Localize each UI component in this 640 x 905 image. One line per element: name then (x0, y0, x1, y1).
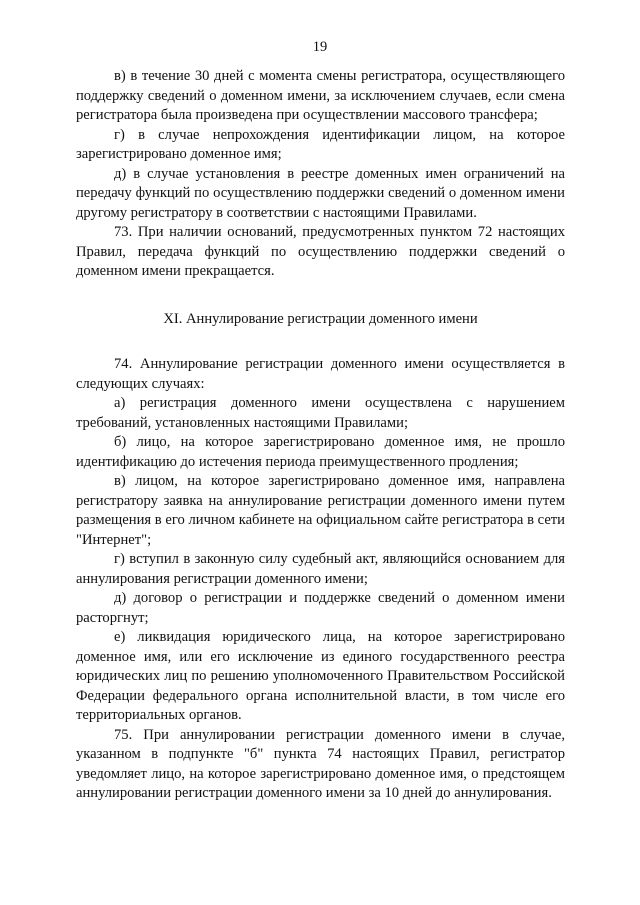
paragraph-74-e: е) ликвидация юридического лица, на которое зарегистрировано доменное имя, или его исключение из единого государственного реестра юридических лиц по решению уполномоченного Правительством Российской Федерации федерального органа исполнительной власти, в том числе его территориальных органов. (76, 629, 565, 723)
paragraph-74: 74. Аннулирование регистрации доменного имени осуществляется в следующих случаях: (76, 356, 565, 392)
paragraph-74-d: д) договор о регистрации и поддержке сведений о доменном имени расторгнут; (76, 590, 565, 626)
section-heading: XI. Аннулирование регистрации доменного имени (163, 310, 478, 327)
paragraph-73: 73. При наличии оснований, предусмотренных пунктом 72 настоящих Правил, передача функций по осуществлению поддержки сведений о доменном имени прекращается. (76, 224, 565, 279)
paragraph-75: 75. При аннулировании регистрации доменного имени в случае, указанном в подпункте "б" пункта 74 настоящих Правил, регистратор уведомляет лицо, на которое зарегистрировано доменное имя, о предстоящем аннулировании регистрации доменного имени за 10 дней до аннулирования. (76, 726, 565, 801)
paragraph-74-v: в) лицом, на которое зарегистрировано доменное имя, направлена регистратору заявка на аннулирование регистрации доменного имени путем размещения в его личном кабинете на официальном сайте регистратора в сети "Интернет"; (76, 473, 565, 548)
page-number: 19 (312, 39, 328, 55)
paragraph-item-g: г) в случае непрохождения идентификации лицом, на которое зарегистрировано доменное имя; (76, 126, 565, 162)
document-body (76, 67, 565, 804)
paragraph-74-b: б) лицо, на которое зарегистрировано доменное имя, не прошло идентификацию до истечения периода преимущественного продления; (76, 434, 565, 470)
paragraph-item-d: д) в случае установления в реестре доменных имен ограничений на передачу функций по осуществлению поддержки сведений о доменном имени другому регистратору в соответствии с настоящими Правилами. (76, 165, 565, 221)
paragraph-74-g: г) вступил в законную силу судебный акт, являющийся основанием для аннулирования регистрации доменного имени; (76, 551, 565, 587)
paragraph-item-v: в) в течение 30 дней с момента смены регистратора, осуществляющего поддержку сведений о доменном имени, за исключением случаев, если смена регистратора была произведена при осуществлении массового трансфера; (76, 68, 565, 123)
paragraph-74-a: а) регистрация доменного имени осуществлена с нарушением требований, установленных настоящими Правилами; (76, 395, 565, 431)
